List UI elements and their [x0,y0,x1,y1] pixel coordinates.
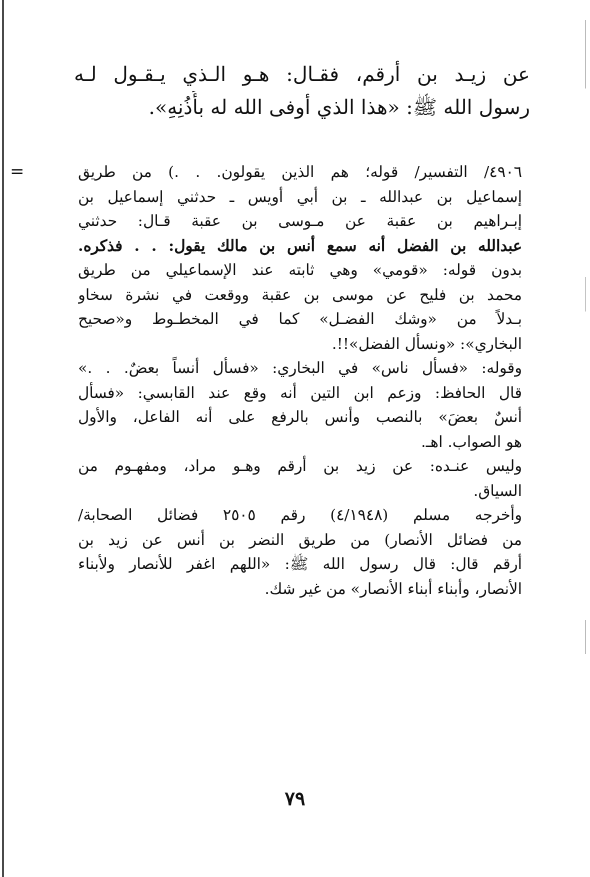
footnote-paragraph-3 [78,356,522,454]
main-text-line-2: رسول الله ﷺ: «هذا الذي أوفى الله له بأُذُنِهِ». [148,95,530,119]
footnote-line: إسماعيل بن عبدالله ـ بن أبي أويس ـ حدثني إسماعيل بن [78,187,522,206]
footnote-line: هو الصواب. اهـ. [421,432,522,451]
footnote-paragraph-2 [78,258,522,356]
footnote-line: بـدلاً من «وشك الفضـل» كما في المخطـوط و«صحيح [78,310,522,328]
footnote-line: الأنصار، وأبناء أبناء الأنصار» من غير شك. [264,579,522,598]
page-edge-right [585,20,586,877]
main-text [74,58,530,124]
footnote-section [10,160,522,601]
footnote-paragraph-4 [78,454,522,503]
footnote-line: وأخرجه مسلم (٤/١٩٤٨) رقم ٢٥٠٥ فضائل الصحابة/ [78,506,522,524]
page-number: ٧٩ [284,788,306,810]
footnote-line: قال الحافظ: وزعم ابن التين أنه وقع عند القابسي: «فسأل [78,383,522,402]
footnote-line: عبدالله بن الفضل أنه سمع أنس بن مالك يقول: . . فذكره. [78,236,522,255]
footnote-line: محمد بن فليح عن موسى بن عقبة ووقعت في نشرة سخاو [78,285,522,304]
footnote-line: ٤٩٠٦/ التفسير/ قوله؛ هم الذين يقولون. . .) من طريق [78,163,522,181]
footnote-line: من فضائل الأنصار) من طريق النضر بن أنس عن زيد بن [78,530,522,549]
footnote-line: أرقم قال: قال رسول الله ﷺ: «اللهم اغفر للأنصار ولأبناء [78,555,522,573]
footnote-line: وليس عنـده: عن زيد بن أرقم وهـو مراد، ومفهـوم من [78,457,522,475]
page-edge-left [2,0,4,877]
continuation-mark: = [10,162,25,182]
main-text-line-1: عن زيـد بن أرقم، فقـال: هـو الـذي يـقـول لـه [74,62,530,86]
footnote-line: البخاري»: «ونسأل الفضل»!!. [331,334,522,353]
footnote-line: وقوله: «فسأل ناس» في البخاري: «فسأل أنساً بعضٌ. . .» [78,359,522,377]
footnote-line: السياق. [473,481,522,500]
footnote-line: بدون قوله: «قومي» وهي ثابته عند الإسماعيلي من طريق [78,261,522,279]
footnote-paragraph-5 [78,503,522,601]
footnote-line: إبـراهيم بن عقبة عن مـوسى بن عقبة قـال: حدثني [78,212,522,230]
footnote-line: أنسٌ بعضَ» بالنصب وأنس بالرفع على أنه الفاعل، والأول [78,408,522,426]
footnote-paragraph-1 [78,160,522,258]
